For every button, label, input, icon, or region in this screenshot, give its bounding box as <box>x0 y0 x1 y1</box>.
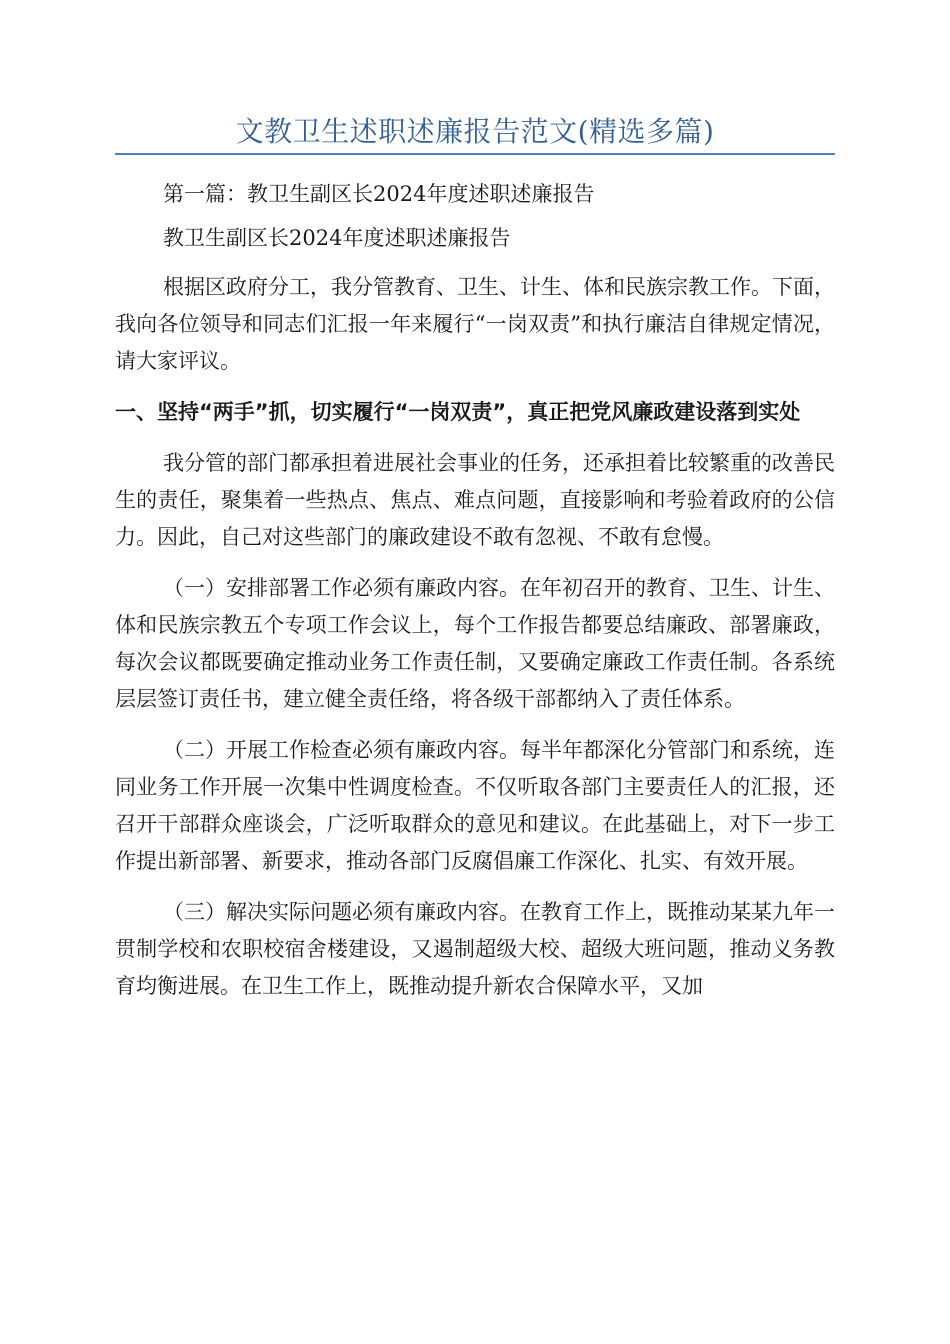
body-paragraph: 我分管的部门都承担着进展社会事业的任务，还承担着比较繁重的改善民生的责任，聚集着一些热点、焦点、难点问题，直接影响和考验着政府的公信力。因此，自己对这些部门的廉政建设不敢有忽视、不敢有怠慢。 <box>115 451 835 549</box>
document-title: 文教卫生述职述廉报告范文(精选多篇) <box>235 115 715 148</box>
section-heading-one: 一、坚持“两手”抓，切实履行“一岗双责”，真正把党风廉政建设落到实处 <box>115 400 801 424</box>
body-paragraph: （三）解决实际问题必须有廉政内容。在教育工作上，既推动某某九年一贯制学校和农职校宿舍楼建设，又遏制超级大校、超级大班问题，推动义务教育均衡进展。在卫生工作上，既推动提升新农合保障水平，又加 <box>115 900 835 998</box>
title-underline <box>115 153 835 155</box>
intro-paragraph: 根据区政府分工，我分管教育、卫生、计生、体和民族宗教工作。下面，我向各位领导和同志们汇报一年来履行“一岗双责”和执行廉洁自律规定情况，请大家评议。 <box>115 275 835 373</box>
body-paragraph: （二）开展工作检查必须有廉政内容。每半年都深化分管部门和系统，连同业务工作开展一次集中性调度检查。不仅听取各部门主要责任人的汇报，还召开干部群众座谈会，广泛听取群众的意见和建议。在此基础上，对下一步工作提出新部署、新要求，推动各部门反腐倡廉工作深化、扎实、有效开展。 <box>115 738 835 873</box>
body-paragraph: （一）安排部署工作必须有廉政内容。在年初召开的教育、卫生、计生、体和民族宗教五个专项工作会议上，每个工作报告都要总结廉政、部署廉政，每次会议都既要确定推动业务工作责任制，又要确定廉政工作责任制。各系统层层签订责任书，建立健全责任络，将各级干部都纳入了责任体系。 <box>115 576 835 711</box>
document-body <box>115 176 835 1019</box>
section-heading-part-one: 第一篇：教卫生副区长2024年度述职述廉报告 <box>163 182 595 206</box>
report-subtitle: 教卫生副区长2024年度述职述廉报告 <box>163 226 511 250</box>
